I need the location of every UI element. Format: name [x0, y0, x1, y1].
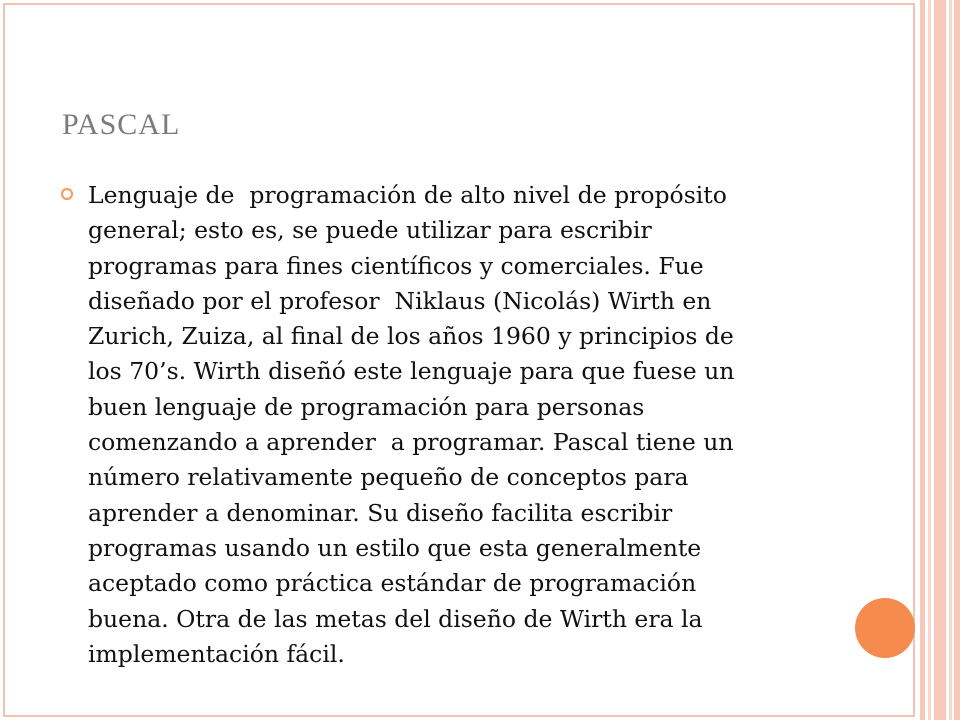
bullet-line: Zurich, Zuiza, al final de los años 1960 y principios de	[88, 322, 734, 351]
bullet-line: general; esto es, se puede utilizar para escribir	[88, 216, 652, 245]
bullet-line: buen lenguaje de programación para personas	[88, 392, 645, 421]
bullet-line: comenzando a aprender a programar. Pascal tiene un	[88, 428, 734, 457]
bullet-item	[60, 178, 820, 672]
decorative-stripe	[928, 0, 931, 720]
bullet-line: aceptado como práctica estándar de programación	[88, 569, 697, 598]
decorative-stripe	[954, 0, 960, 720]
hollow-circle-bullet-icon	[60, 187, 74, 201]
bullet-line: los 70’s. Wirth diseñó este lenguaje para que fuese un	[88, 357, 735, 386]
bullet-line: aprender a denominar. Su diseño facilita escribir	[88, 498, 673, 527]
bullet-line: programas para fines científicos y comerciales. Fue	[88, 251, 704, 280]
slide-title: PASCAL	[62, 108, 181, 141]
bullet-line: número relativamente pequeño de conceptos para	[88, 463, 689, 492]
bullet-line: implementación fácil.	[88, 639, 345, 668]
decorative-stripe	[949, 0, 952, 720]
orange-circle-decoration	[855, 598, 915, 658]
bullet-line: diseñado por el profesor Niklaus (Nicolás) Wirth en	[88, 286, 712, 315]
bullet-line: Lenguaje de programación de alto nivel de propósito	[88, 181, 727, 209]
decorative-stripe	[920, 0, 925, 720]
bullet-line: buena. Otra de las metas del diseño de Wirth era la	[88, 604, 703, 633]
bullet-text	[88, 178, 820, 672]
decorative-stripe	[934, 0, 946, 720]
slide-body	[60, 178, 820, 672]
bullet-line: programas usando un estilo que esta generalmente	[88, 533, 702, 562]
